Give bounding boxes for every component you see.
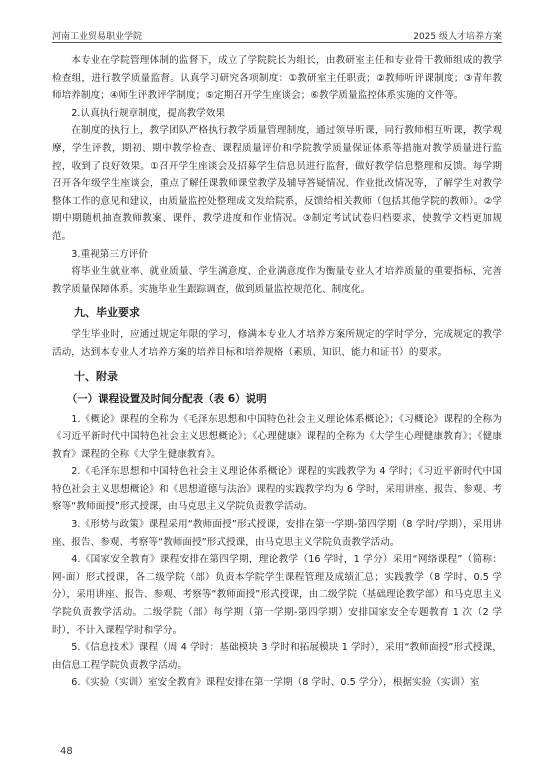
note-item-6: 6.《实验（实训）室安全教育》课程安排在第一学期（8 学时、0.5 学分），根据实验（实训）室 xyxy=(71,677,480,689)
note-item-1: 1.《概论》课程的全称为《毛泽东思想和中国特色社会主义理论体系概论》；《习概论》课程的全称为《习近平新时代中国特色社会主义思想概论》；《心理健康》课程的全称为《大学生心理健康教育》；《健康教育》课程的全称《大学生健康教育》。 xyxy=(52,413,502,460)
paragraph-graduation: 学生毕业时，应通过规定年限的学习，修满本专业人才培养方案所规定的学时学分，完成规定的教学活动，达到本专业人才培养方案的培养目标和培养规格（素质、知识、能力和证书）的要求。 xyxy=(52,329,502,358)
section-heading-appendix: 十、附录 xyxy=(74,369,118,383)
page-content xyxy=(52,52,502,692)
subheading-regulations: 2.认真执行规章制度，提高教学效果 xyxy=(71,107,226,119)
paragraph-supervision: 本专业在学院管理体制的监督下，成立了学院院长为组长，由教研室主任和专业骨干教师组成的教学检查组，进行教学质量监督。认真学习研究各项制度：①教研室主任职责；②教师听评课制度；③青年教师培养制度；④师生评教评学制度；⑤定期召开学生座谈会；⑥教学质量监控体系实施的文件等。 xyxy=(52,55,502,102)
note-item-5: 5.《信息技术》课程（周 4 学时：基础模块 3 学时和拓展模块 1 学时），采用“教师面授”形式授课，由信息工程学院负责教学活动。 xyxy=(52,642,502,671)
subheading-third-party: 3.重视第三方评价 xyxy=(71,248,148,260)
header-divider xyxy=(52,42,502,43)
page-header xyxy=(52,26,502,42)
paragraph-third-party: 将毕业生就业率、就业质量、学生满意度、企业满意度作为衡量专业人才培养质量的重要指标，完善教学质量保障体系。实施毕业生跟踪调查，做到质量监控规范化、制度化。 xyxy=(52,266,502,295)
note-item-4: 4.《国家安全教育》课程安排在第四学期，理论教学（16 学时，1 学分）采用“网络课程”（简称：网-面）形式授课，各二级学院（部）负责本学院学生课程管理及成绩汇总；实践教学（8 学时、0.5 学分），采用讲座、报告、参观、考察等“教师面授”形式授课，由二级学院（基础理论教学部）和马克思主义学院负责教学活动。二级学院（部）每学期（第一学期-第四学期）安排国家安全专题教育 1 次（2 学时），不计入课程学时和学分。 xyxy=(52,554,502,636)
header-doc-title: 2025 级人才培养方案 xyxy=(413,32,502,42)
note-item-3: 3.《形势与政策》课程采用“教师面授”形式授课，安排在第一学期-第四学期（8 学时/学期），采用讲座、报告、参观、考察等“教师面授”形式授课，由马克思主义学院负责教学活动。 xyxy=(52,519,502,548)
subsection-heading-course-table: （一）课程设置及时间分配表（表 6）说明 xyxy=(66,392,267,405)
section-heading-graduation: 九、毕业要求 xyxy=(74,306,140,320)
paragraph-regulation-execution: 在制度的执行上，教学团队严格执行教学质量管理制度，通过领导听课，同行教师相互听课，教学观摩，学生评教，期初、期中教学检查、课程质量评价和学院教学质量保证体系等措施对教学质量进行监控，收到了良好效果。①召开学生座谈会及招募学生信息员进行监督，做好教学信息整理和反馈。每学期召开各年级学生座谈会，重点了解任课教师课堂教学及辅导答疑情况、作业批改情况等，了解学生对教学整体工作的意见和建议，由质量监控处整理成文发给院系，反馈给相关教师（包括其他学院的教师）。②学期中期随机抽查教师教案、课件、教学进度和作业情况。③制定考试试卷归档要求，使教学文档更加规范。 xyxy=(52,125,502,242)
note-item-2: 2.《毛泽东思想和中国特色社会主义理论体系概论》课程的实践教学为 4 学时；《习近平新时代中国特色社会主义思想概论》和《思想道德与法治》课程的实践教学均为 6 学时，采用讲座、报告、参观、考察等“教师面授”形式授课，由马克思主义学院负责教学活动。 xyxy=(52,466,502,513)
header-institution: 河南工业贸易职业学院 xyxy=(52,32,143,42)
page-number: 48 xyxy=(60,746,73,757)
